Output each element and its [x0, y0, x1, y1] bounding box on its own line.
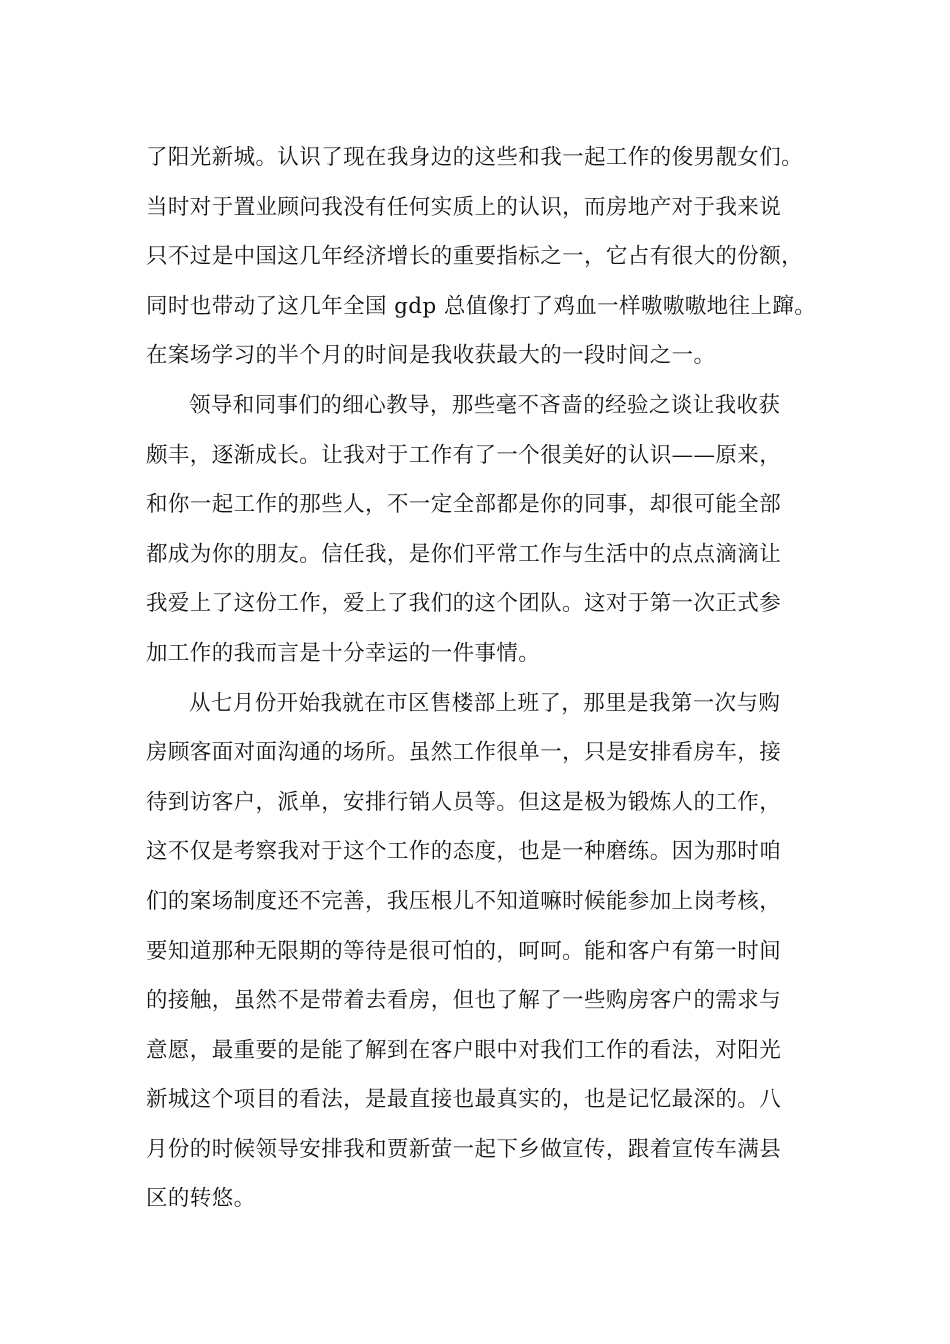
text-line: 了阳光新城。认识了现在我身边的这些和我一起工作的俊男靓女们。: [146, 145, 804, 170]
text-line: 领导和同事们的细心教导，那些毫不吝啬的经验之谈让我收获: [189, 392, 781, 418]
text-line: 的接触，虽然不是带着去看房，但也了解了一些购房客户的需求与: [146, 988, 782, 1014]
text-line: 在案场学习的半个月的时间是我收获最大的一段时间之一。: [146, 343, 716, 369]
text-line: 我爱上了这份工作，爱上了我们的这个团队。这对于第一次正式参: [146, 591, 782, 617]
text-line: 区的转悠。: [146, 1186, 256, 1212]
text-line: 新城这个项目的看法，是最直接也最真实的，也是记忆最深的。八: [146, 1087, 782, 1113]
text-line: 从七月份开始我就在市区售楼部上班了，那里是我第一次与购: [189, 690, 781, 716]
text-line: 房顾客面对面沟通的场所。虽然工作很单一，只是安排看房车，接: [146, 740, 782, 766]
text-line: 同时也带动了这几年全国 gdp 总值像打了鸡血一样嗷嗷嗷地往上蹿。: [146, 293, 817, 319]
text-line: 和你一起工作的那些人，不一定全部都是你的同事，却很可能全部: [146, 492, 782, 518]
paragraph-2: [146, 381, 846, 679]
text-line: 都成为你的朋友。信任我，是你们平常工作与生活中的点点滴滴让: [146, 541, 782, 567]
text-line: 只不过是中国这几年经济增长的重要指标之一，它占有很大的份额，: [146, 244, 804, 270]
text-line: 待到访客户，派单，安排行销人员等。但这是极为锻炼人的工作，: [146, 789, 782, 815]
text-line: 们的案场制度还不完善，我压根儿不知道嘛时候能参加上岗考核，: [146, 888, 782, 914]
body-text: [146, 133, 846, 1224]
paragraph-1: [146, 133, 846, 381]
text-line: 意愿，最重要的是能了解到在客户眼中对我们工作的看法，对阳光: [146, 1037, 782, 1063]
paragraph-3: [146, 679, 846, 1225]
text-line: 颇丰，逐渐成长。让我对于工作有了一个很美好的认识——原来，: [146, 442, 782, 468]
text-line: 月份的时候领导安排我和贾新萤一起下乡做宣传，跟着宣传车满县: [146, 1136, 782, 1162]
text-line: 加工作的我而言是十分幸运的一件事情。: [146, 640, 541, 666]
text-line: 这不仅是考察我对于这个工作的态度，也是一种磨练。因为那时咱: [146, 839, 782, 865]
text-line: 当时对于置业顾问我没有任何实质上的认识，而房地产对于我来说: [146, 194, 782, 220]
text-line: 要知道那种无限期的等待是很可怕的，呵呵。能和客户有第一时间: [146, 938, 782, 964]
